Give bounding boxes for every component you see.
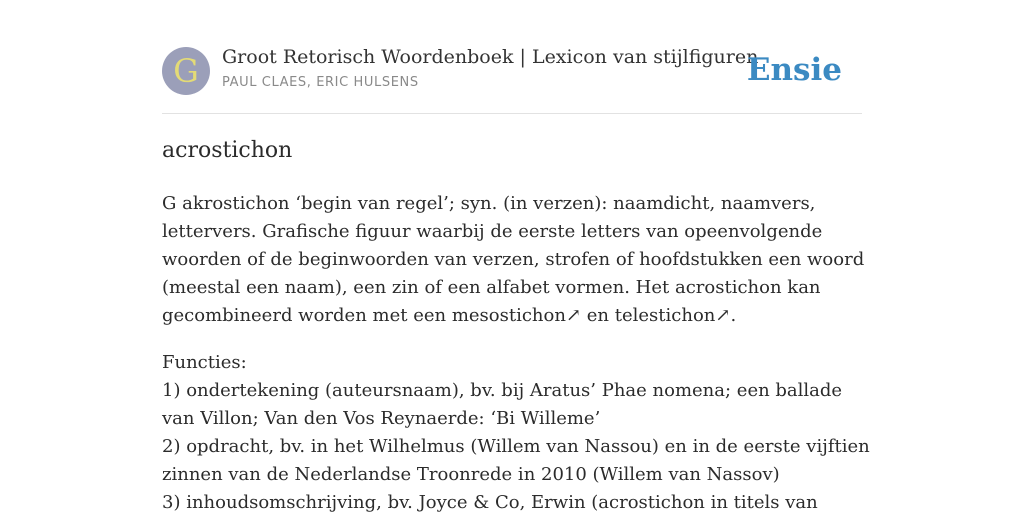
header-divider	[162, 113, 862, 114]
mesostichon-link[interactable]: mesostichon↗	[451, 305, 582, 326]
definition-end: .	[730, 305, 737, 326]
definition-text: G akrostichon ‘begin van regel’; syn. (in verzen): naamdicht, naamvers, lettervers. Grafische figuur waarbij de eerste letters van opeenvolgende woorden of de beginwoorden van verzen, strofen of hoofdstukken een woord (meestal een naam), een zin of een alfabet vormen. Het acrostichon kan gecombineerd worden met een	[162, 193, 865, 326]
function-item-2: 2) opdracht, bv. in het Wilhelmus (Willem van Nassou) en in de eerste vijftien zinnen van de Nederlandse Troonrede in 2010 (Willem van Nassov)	[162, 436, 870, 485]
functions-section	[162, 349, 872, 517]
book-authors: PAUL CLAES, ERIC HULSENS	[222, 75, 419, 90]
entry-content	[162, 190, 872, 517]
definition-connector: en	[581, 305, 615, 326]
telestichon-link[interactable]: telestichon↗	[614, 305, 731, 326]
header	[162, 46, 862, 96]
functions-heading: Functies:	[162, 352, 247, 373]
book-avatar[interactable]: G	[162, 47, 210, 95]
function-item-1: 1) ondertekening (auteursnaam), bv. bij Aratus’ Phae nomena; een ballade van Villon; Van den Vos Reynaerde: ‘Bi Willeme’	[162, 380, 843, 429]
brand-logo[interactable]: Ensie	[746, 52, 842, 88]
function-item-3: 3) inhoudsomschrijving, bv. Joyce & Co, Erwin (acrostichon in titels van	[162, 492, 818, 513]
entry-title: acrostichon	[162, 138, 293, 163]
book-title[interactable]: Groot Retorisch Woordenboek | Lexicon van stijlfiguren	[222, 46, 759, 68]
definition-paragraph	[162, 190, 872, 330]
